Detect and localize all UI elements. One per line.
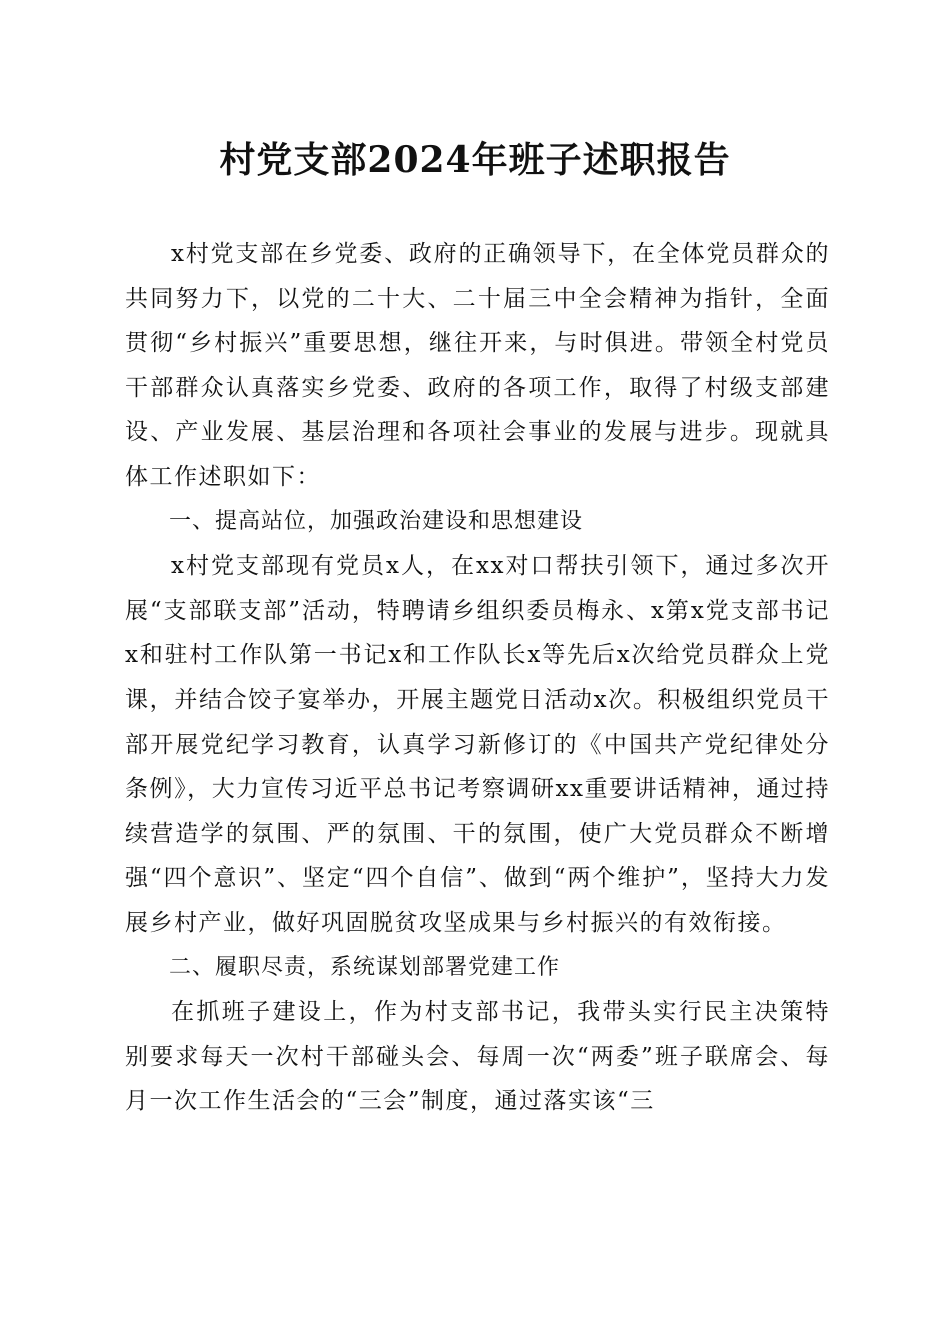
document-body bbox=[125, 232, 830, 1124]
intro-paragraph: x村党支部在乡党委、政府的正确领导下，在全体党员群众的共同努力下，以党的二十大、二十届三中全会精神为指针，全面贯彻“乡村振兴”重要思想，继往开来，与时俱进。带领全村党员干部群众认真落实乡党委、政府的各项工作，取得了村级支部建设、产业发展、基层治理和各项社会事业的发展与进步。现就具体工作述职如下： bbox=[125, 241, 830, 490]
section-1-paragraph: x村党支部现有党员x人，在xx对口帮扶引领下，通过多次开展“支部联支部”活动，特聘请乡组织委员梅永、x第x党支部书记x和驻村工作队第一书记x和工作队长x等先后x次给党员群众上党课，并结合饺子宴举办，开展主题党日活动x次。积极组织党员干部开展党纪学习教育，认真学习新修订的《中国共产党纪律处分条例》，大力宣传习近平总书记考察调研xx重要讲话精神，通过持续营造学的氛围、严的氛围、干的氛围，使广大党员群众不断增强“四个意识”、坚定“四个自信”、做到“两个维护”，坚持大力发展乡村产业，做好巩固脱贫攻坚成果与乡村振兴的有效衔接。 bbox=[125, 553, 830, 936]
document-title: 村党支部2024年班子述职报告 bbox=[219, 139, 731, 181]
section-2-heading: 二、履职尽责，系统谋划部署党建工作 bbox=[169, 954, 561, 980]
section-1-heading: 一、提高站位，加强政治建设和思想建设 bbox=[169, 508, 584, 534]
section-2-paragraph: 在抓班子建设上，作为村支部书记，我带头实行民主决策特别要求每天一次村干部碰头会、每周一次“两委”班子联席会、每月一次工作生活会的“三会”制度，通过落实该“三 bbox=[125, 999, 830, 1115]
